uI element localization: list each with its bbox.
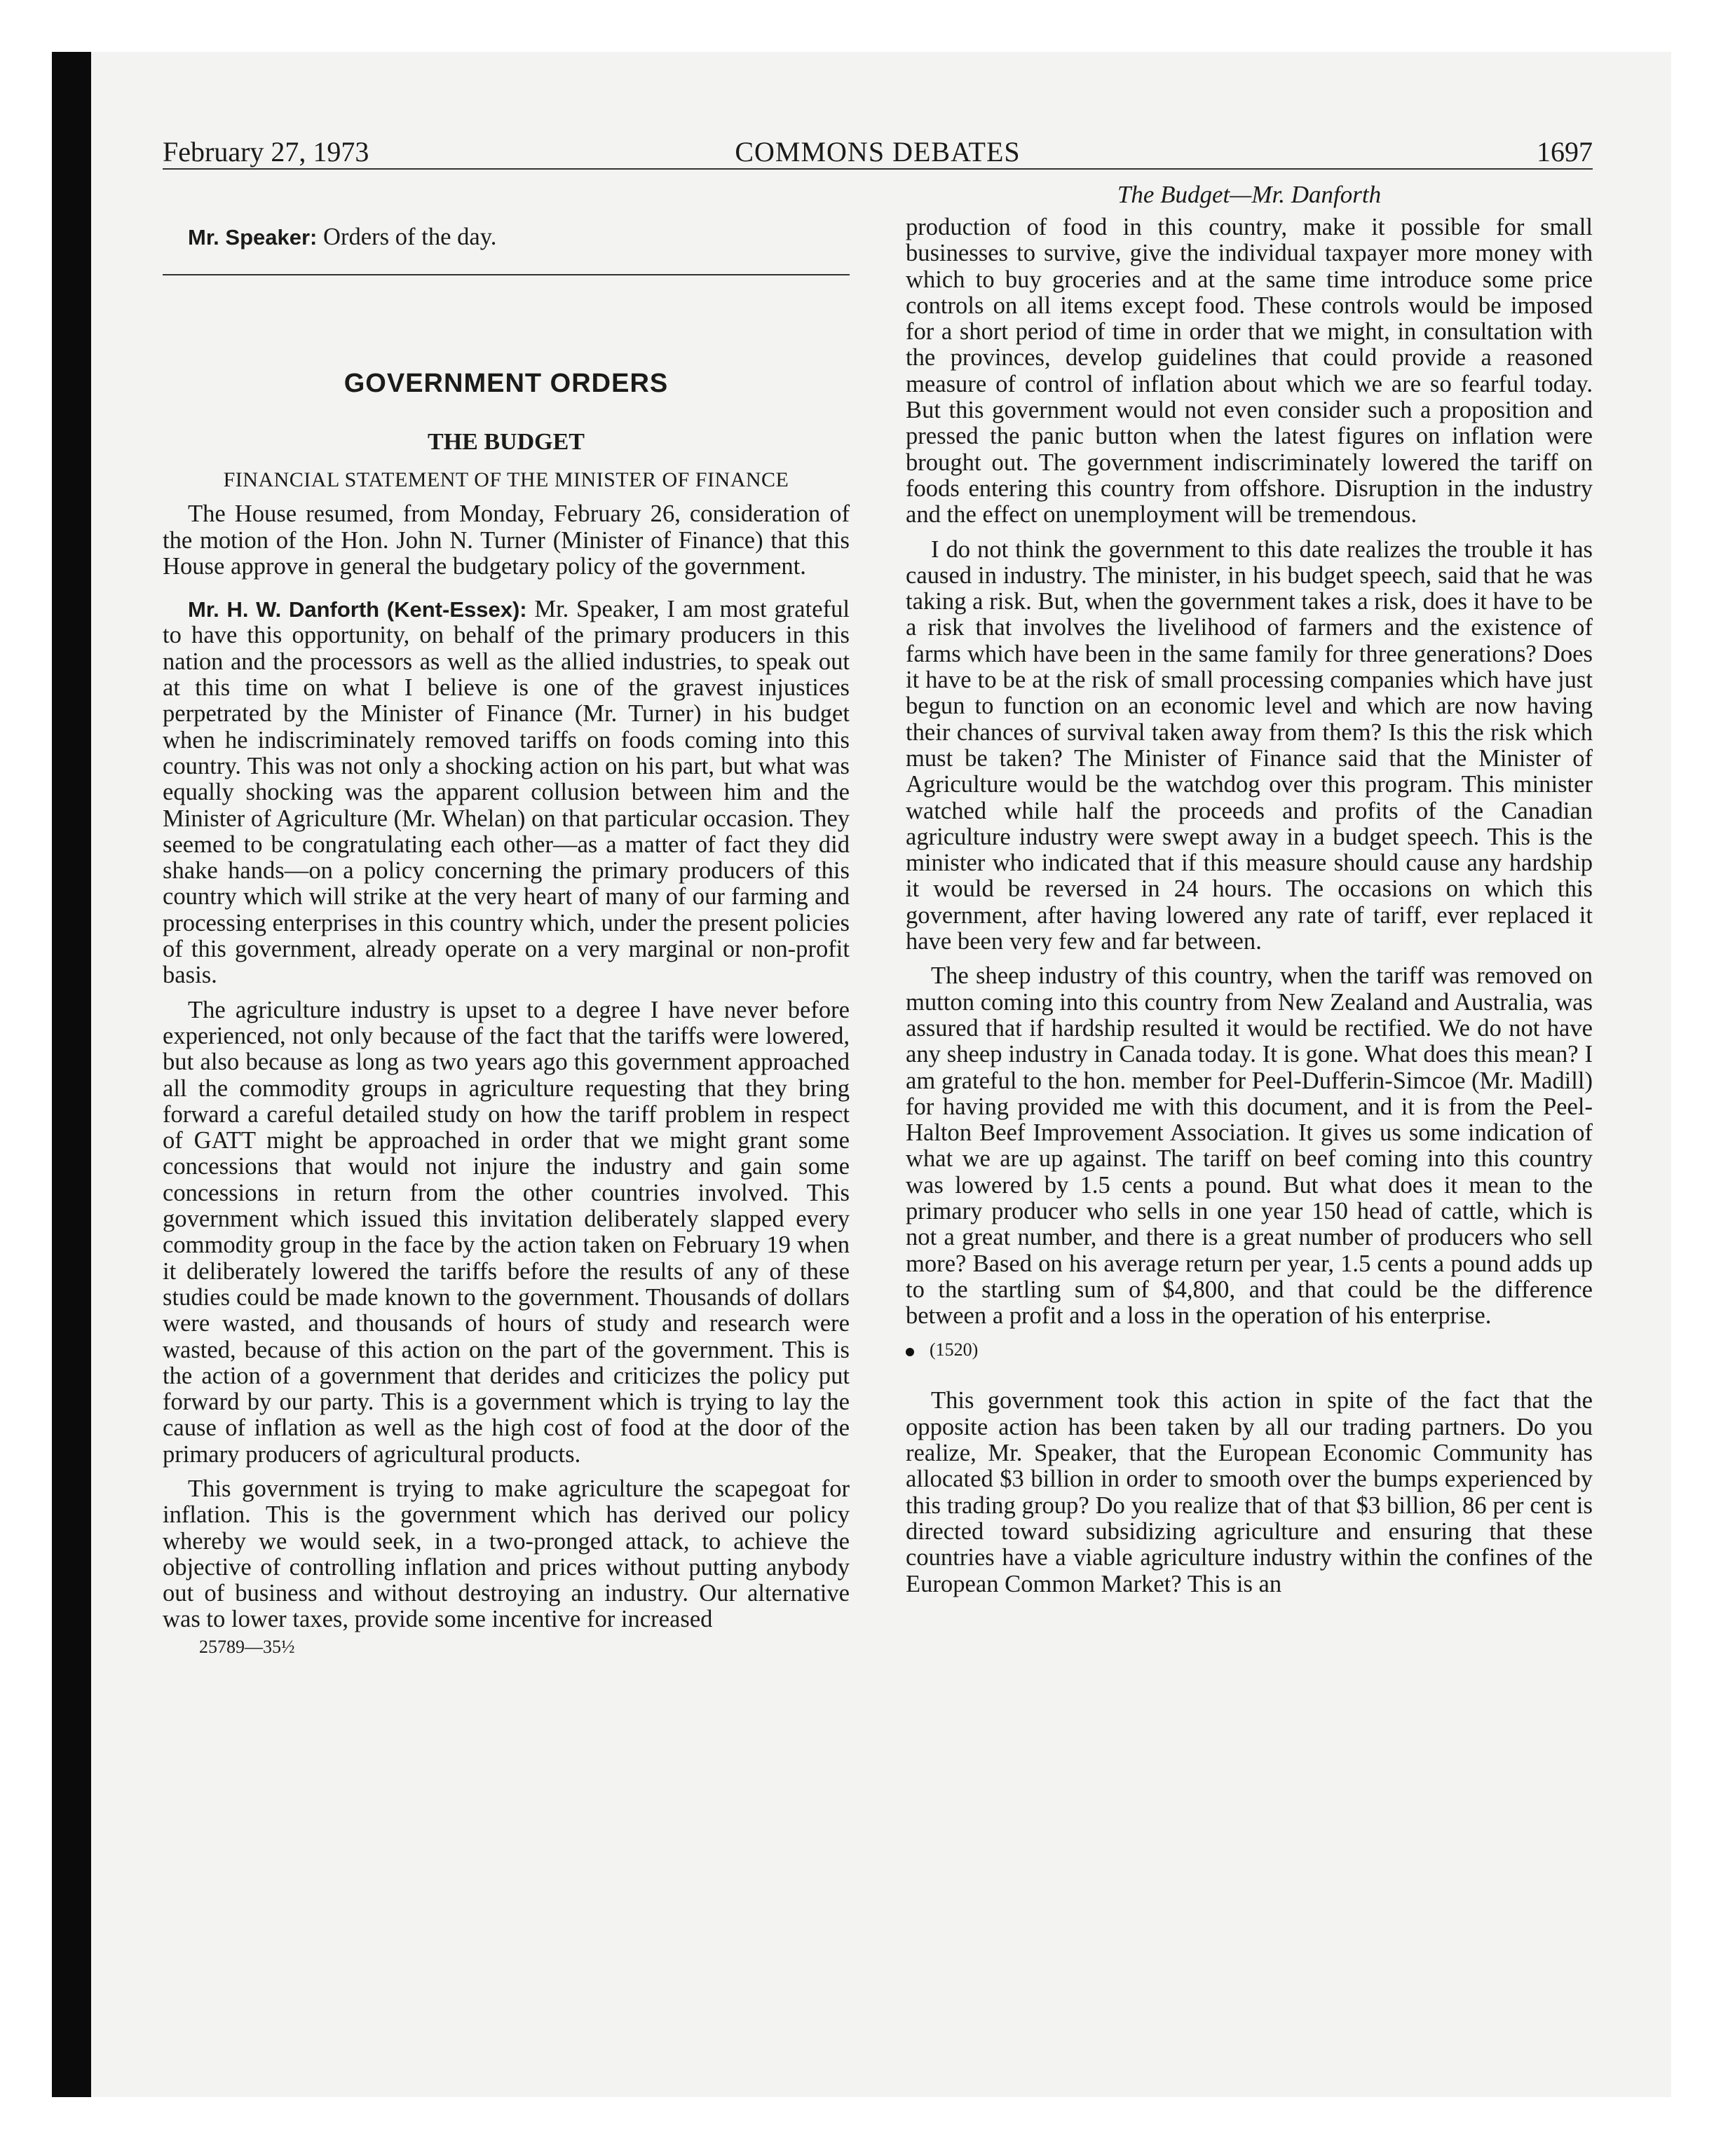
paragraph-agriculture-industry: The agriculture industry is upset to a degree I have never before experienced, not only because of the fact that the tariffs were lowered, but also because as long as two years ago this government approached all the commodity groups in agriculture requesting that they bring forward a careful detailed study on how the tariff problem in respect of GATT might be approached in order that we might grant some concessions that would not injure the industry and gain some concessions in return from the other countries involved. This government which issued this invitation deliberately slapped every commodity group in the face by the action taken on February 19 when it deliberately lowered the tariffs before the results of any of these studies could be made known to the government. Thousands of dollars were wasted, and thousands of hours of study and research were wasted, because of this action on the part of the government. This is the action of a government that derides and criticizes the policy put forward by our party. This is a government which is trying to lay the cause of inflation as well as the high cost of food at the door of the primary producers of agricultural products. — [163, 996, 850, 1468]
subsection-title: THE BUDGET — [428, 429, 585, 456]
time-marker-text: (1520) — [930, 1339, 979, 1360]
paragraph-trouble-in-industry: I do not think the government to this date realizes the trouble it has caused in industry. The minister, in his budget speech, said that he was taking a risk. But, when the government takes a risk, does it have to be a risk that involves the livelihood of farmers and the existence of farms which have been in the same family for three generations? Does it have to be at the risk of small processing companies which have just begun to function on an economic level and which are now having their chances of survival taken away from them? Is this the risk which must be taken? The Minister of Finance said that the Minister of Agriculture would be the watchdog over this program. This minister watched while half the proceeds and profits of the Canadian agriculture industry were swept away in a budget speech. This is the minister who indicated that if this measure should cause any hardship it would be reversed in 24 hours. The occasions on which this government, after having lowered any rate of tariff, ever replaced it have been very few and far between. — [906, 535, 1593, 955]
danforth-speaker-label: Mr. H. W. Danforth (Kent-Essex): — [188, 597, 527, 622]
paragraph-scapegoat: This government is trying to make agriculture the scapegoat for inflation. This is the government which has derived our policy whereby we would seek, in a two-pronged attack, to achieve the objective of controlling inflation and prices without putting anybody out of business and without destroying an industry. Our alternative was to lower taxes, provide some incentive for increased — [163, 1475, 850, 1633]
time-marker — [906, 1339, 1593, 1361]
speaker-text: Orders of the day. — [323, 224, 497, 250]
danforth-paragraph — [163, 596, 850, 988]
paragraph-production-of-food: production of food in this country, make it possible for small businesses to survive, give the individual taxpayer more money with which to buy groceries and at the same time introduce some price controls on all items except food. These controls would be imposed for a short period of time in order that we might, in consultation with the provinces, develop guidelines that could provide a reasoned measure of control of inflation about which we are so fearful today. But this government would not even consider such a proposition and pressed the panic button when the latest figures on inflation were brought out. The government indiscriminately lowered the tariff on foods entering this country from offshore. Disruption in the industry and the effect on unemployment will be tremendous. — [906, 214, 1593, 528]
header-publication-title: COMMONS DEBATES — [735, 136, 1021, 168]
bullet-icon — [906, 1348, 914, 1356]
section-divider — [163, 274, 850, 275]
left-column — [163, 181, 850, 1658]
header-date: February 27, 1973 — [163, 136, 369, 168]
section-title: GOVERNMENT ORDERS — [343, 369, 669, 399]
speaker-orders-line — [163, 224, 850, 250]
page-header — [163, 136, 1593, 170]
running-head: The Budget—Mr. Danforth — [1117, 181, 1382, 208]
speaker-label: Mr. Speaker: — [188, 225, 318, 250]
danforth-speech-text: Mr. Speaker, I am most grateful to have this opportunity, on behalf of the primary producers in this nation and the processors as well as the allied industries, to speak out at this time on what I believe is one of the gravest injustices perpetrated by the Minister of Finance (Mr. Turner) in his budget when he indiscriminately removed tariffs on foods coming into this country. This was not only a shocking action on his part, but what was equally shocking was the apparent collusion between him and the Minister of Agriculture (Mr. Whelan) on that particular occasion. They seemed to be congratulating each other—as a matter of fact they did shake hands—on a policy concerning the primary producers of this country which will strike at the very heart of many of our farming and processing enterprises in this country which, under the present policies of this government, already operate on a very marginal or non-profit basis. — [163, 596, 850, 989]
header-page-number: 1697 — [1537, 136, 1593, 168]
right-column — [906, 181, 1593, 1597]
statement-title: FINANCIAL STATEMENT OF THE MINISTER OF FINANCE — [223, 468, 789, 492]
page-footnote: 25789—35½ — [199, 1636, 295, 1657]
intro-paragraph: The House resumed, from Monday, February 26, consideration of the motion of the Hon. John N. Turner (Minister of Finance) that this House approve in general the budgetary policy of the government. — [163, 500, 850, 580]
paragraph-sheep-industry: The sheep industry of this country, when the tariff was removed on mutton coming into this country from New Zealand and Australia, was assured that if hardship resulted it would be rectified. We do not have any sheep industry in Canada today. It is gone. What does this mean? I am grateful to the hon. member for Peel-Dufferin-Simcoe (Mr. Madill) for having provided me with this document, and it is from the Peel-Halton Beef Improvement Association. It gives us some indication of what we are up against. The tariff on beef coming into this country was lowered by 1.5 cents a pound. But what does it mean to the primary producer who sells in one year 150 head of cattle, which is not a great number, and there is a great number of producers who sell more? Based on his average return per year, 1.5 cents a pound adds up to the startling sum of $4,800, and that could be the difference between a profit and a loss in the operation of his enterprise. — [906, 962, 1593, 1330]
binding-edge — [52, 52, 91, 2097]
paragraph-trading-partners: This government took this action in spite of the fact that the opposite action has been taken by all our trading partners. Do you realize, Mr. Speaker, that the European Economic Community has allocated $3 billion in order to smooth over the bumps experienced by this trading group? Do you realize that of that $3 billion, 86 per cent is directed toward subsidizing agriculture and ensuring that these countries have a viable agriculture industry within the confines of the European Common Market? This is an — [906, 1387, 1593, 1597]
